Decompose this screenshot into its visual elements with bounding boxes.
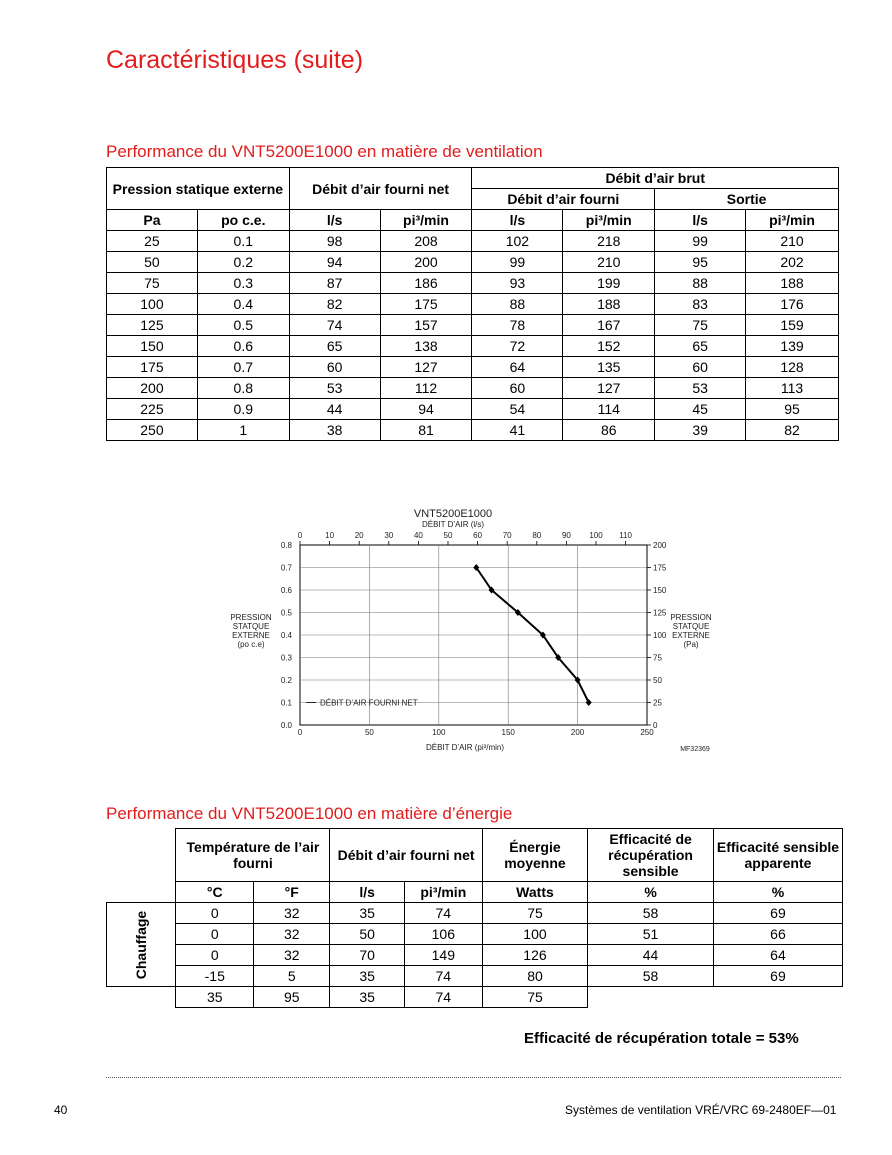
unit-header: l/s: [655, 210, 746, 231]
y-left-tick-label: 0.5: [280, 608, 292, 618]
table-cell: 65: [289, 336, 380, 357]
table-cell: 0.7: [197, 357, 289, 378]
table-cell: 50: [330, 924, 404, 945]
x-top-tick-label: 40: [413, 531, 423, 540]
unit-header: l/s: [289, 210, 380, 231]
blank-corner: [107, 882, 176, 903]
header-pression: Pression statique externe: [107, 168, 290, 210]
table-cell: 35: [176, 987, 254, 1008]
table-cell: 38: [289, 420, 380, 441]
unit-header: po c.e.: [197, 210, 289, 231]
table-cell: 202: [746, 252, 839, 273]
left-axis-label-line: STATQUE: [232, 622, 270, 631]
header-sortie: Sortie: [655, 189, 839, 210]
y-left-tick-label: 0.1: [280, 698, 292, 708]
table-cell: 51: [588, 924, 714, 945]
table-cell: 66: [713, 924, 842, 945]
table-cell: 32: [254, 903, 330, 924]
table-cell: 0: [176, 945, 254, 966]
table-cell: 82: [289, 294, 380, 315]
header-debit-fourni: Débit d’air fourni: [472, 189, 655, 210]
table-cell: 58: [588, 966, 714, 987]
energy-section-title: Performance du VNT5200E1000 en matière d’énergie: [106, 804, 513, 823]
table-cell: 0.3: [197, 273, 289, 294]
table-row: [107, 294, 839, 315]
unit-header: pi³/min: [746, 210, 839, 231]
y-left-tick-label: 0.2: [280, 676, 292, 685]
y-left-tick-label: 0.8: [280, 541, 292, 550]
y-right-tick-label: 125: [653, 608, 667, 618]
table-cell: 114: [563, 399, 655, 420]
x-top-tick-label: 20: [354, 531, 364, 540]
table-cell: 102: [472, 231, 563, 252]
page-title: Caractéristiques (suite): [106, 46, 364, 74]
table-cell: 152: [563, 336, 655, 357]
table-cell: 127: [563, 378, 655, 399]
table-cell: 0: [176, 924, 254, 945]
header-energie: Énergie moyenne: [482, 829, 587, 882]
y-left-tick-label: 0.6: [280, 586, 292, 595]
table-cell: 60: [655, 357, 746, 378]
ref-code: MF32369: [680, 746, 710, 753]
table-cell: 139: [746, 336, 839, 357]
chart-title: VNT5200E1000: [413, 508, 493, 520]
table-cell: 100: [482, 924, 587, 945]
table-cell: 135: [563, 357, 655, 378]
table-cell: 95: [655, 252, 746, 273]
header-eff-recup: Efficacité de récupération sensible: [588, 829, 714, 882]
x-bottom-tick-label: 250: [640, 728, 654, 737]
table-cell: 218: [563, 231, 655, 252]
x-top-tick-label: 100: [589, 531, 603, 540]
table-cell: 99: [472, 252, 563, 273]
y-right-tick-label: 100: [653, 631, 667, 640]
x-top-tick-label: 0: [297, 531, 303, 540]
table-cell: 32: [254, 945, 330, 966]
table-cell: 0.4: [197, 294, 289, 315]
table-cell: 88: [472, 294, 563, 315]
table-cell: 99: [655, 231, 746, 252]
table-cell: 149: [404, 945, 482, 966]
table-cell: 41: [472, 420, 563, 441]
x-bottom-tick-label: 100: [432, 728, 446, 737]
bottom-axis-label: DÉBIT D’AIR (pi³/min): [425, 743, 505, 752]
table-cell: 210: [563, 252, 655, 273]
table-cell: 94: [380, 399, 472, 420]
table-cell: 0.1: [197, 231, 289, 252]
table-cell: 64: [713, 945, 842, 966]
table-cell: 80: [482, 966, 587, 987]
table-cell: 128: [746, 357, 839, 378]
y-right-tick-label: 25: [653, 698, 662, 708]
table-cell: 210: [746, 231, 839, 252]
header-eff-apparente: Efficacité sensible apparente: [713, 829, 842, 882]
table-cell: 159: [746, 315, 839, 336]
table-cell: 126: [482, 945, 587, 966]
table-cell: -15: [176, 966, 254, 987]
table-cell: 82: [746, 420, 839, 441]
table-cell: 72: [472, 336, 563, 357]
header-debit-brut: Débit d’air brut: [472, 168, 839, 189]
table-cell: 95: [746, 399, 839, 420]
x-top-tick-label: 110: [619, 531, 632, 540]
unit-header: °C: [176, 882, 254, 903]
table-cell: 75: [482, 987, 587, 1008]
table-cell: 74: [289, 315, 380, 336]
unit-header: l/s: [330, 882, 404, 903]
chauffage-label: Chauffage: [133, 910, 150, 979]
left-axis-label-line: PRESSION: [230, 613, 272, 622]
table-cell: 81: [380, 420, 472, 441]
x-top-tick-label: 30: [384, 531, 394, 540]
table-row: [107, 273, 839, 294]
x-bottom-tick-label: 0: [297, 728, 303, 737]
table-cell: 94: [289, 252, 380, 273]
energy-table: [106, 828, 843, 1008]
table-row: [107, 336, 839, 357]
table-cell: 39: [655, 420, 746, 441]
header-temperature: Température de l’air fourni: [176, 829, 330, 882]
x-top-tick-label: 10: [325, 531, 335, 540]
unit-header: °F: [254, 882, 330, 903]
side-label-cell: [107, 903, 176, 987]
table-cell: 100: [107, 294, 198, 315]
table-cell: 60: [289, 357, 380, 378]
y-left-tick-label: 0.0: [280, 721, 292, 730]
top-axis-label: DÉBIT D’AIR (l/s): [421, 520, 485, 529]
table-cell: [588, 987, 714, 1008]
unit-header: %: [588, 882, 714, 903]
y-left-tick-label: 0.3: [280, 653, 292, 663]
y-right-tick-label: 0: [653, 721, 658, 730]
table-cell: 50: [107, 252, 198, 273]
table-cell: 176: [746, 294, 839, 315]
table-cell: 25: [107, 231, 198, 252]
table-cell: 44: [289, 399, 380, 420]
table-cell: 64: [472, 357, 563, 378]
unit-header: Watts: [482, 882, 587, 903]
table-cell: 150: [107, 336, 198, 357]
table-cell: 53: [289, 378, 380, 399]
table-cell: 69: [713, 903, 842, 924]
right-axis-label-line: PRESSION: [670, 613, 712, 622]
table-cell: 113: [746, 378, 839, 399]
table-cell: 112: [380, 378, 472, 399]
table-cell: 53: [655, 378, 746, 399]
x-top-tick-label: 80: [532, 531, 542, 540]
ventilation-section-title: Performance du VNT5200E1000 en matière de ventilation: [106, 142, 543, 161]
table-cell: 106: [404, 924, 482, 945]
table-cell: 78: [472, 315, 563, 336]
table-cell: 74: [404, 987, 482, 1008]
header-debit: Débit d’air fourni net: [330, 829, 482, 882]
table-row: [107, 252, 839, 273]
table-cell: 60: [472, 378, 563, 399]
y-right-tick-label: 200: [653, 541, 667, 550]
table-cell: 95: [254, 987, 330, 1008]
table-cell: 98: [289, 231, 380, 252]
table-cell: 69: [713, 966, 842, 987]
right-axis-label-line: (Pa): [683, 640, 699, 649]
table-row: [107, 231, 839, 252]
table-cell: 75: [482, 903, 587, 924]
footer-divider: [106, 1077, 841, 1078]
table-cell: 65: [655, 336, 746, 357]
x-top-tick-label: 70: [502, 531, 512, 540]
table-cell: 186: [380, 273, 472, 294]
table-row: [107, 945, 843, 966]
table-cell: 75: [655, 315, 746, 336]
table-cell: 188: [746, 273, 839, 294]
unit-header: Pa: [107, 210, 198, 231]
table-cell: 200: [380, 252, 472, 273]
table-cell: 93: [472, 273, 563, 294]
table-cell: 175: [380, 294, 472, 315]
table-cell: [713, 987, 842, 1008]
y-right-tick-label: 150: [653, 586, 667, 595]
y-right-tick-label: 175: [653, 563, 667, 573]
x-bottom-tick-label: 150: [501, 728, 515, 737]
y-left-tick-label: 0.4: [280, 631, 292, 640]
x-bottom-tick-label: 50: [364, 728, 374, 737]
table-cell: 125: [107, 315, 198, 336]
page-number: 40: [54, 1103, 68, 1117]
table-cell: 5: [254, 966, 330, 987]
left-axis-label-line: (po c.e): [237, 640, 265, 649]
table-cell: 225: [107, 399, 198, 420]
table-cell: 175: [107, 357, 198, 378]
total-efficiency: Efficacité de récupération totale = 53%: [524, 1030, 799, 1047]
table-cell: 138: [380, 336, 472, 357]
table-cell: 199: [563, 273, 655, 294]
table-cell: 208: [380, 231, 472, 252]
table-cell: 0.2: [197, 252, 289, 273]
right-axis-label-line: EXTERNE: [672, 631, 710, 640]
table-cell: 86: [563, 420, 655, 441]
table-cell: 35: [330, 987, 404, 1008]
y-left-tick-label: 0.7: [280, 563, 292, 573]
table-cell: 200: [107, 378, 198, 399]
table-cell: 0.5: [197, 315, 289, 336]
x-top-tick-label: 50: [443, 531, 453, 540]
unit-header: pi³/min: [404, 882, 482, 903]
table-row: [107, 315, 839, 336]
footer-doc-title: Systèmes de ventilation VRÉ/VRC 69-2480EF—01: [565, 1103, 837, 1117]
table-cell: 75: [107, 273, 198, 294]
table-cell: 32: [254, 924, 330, 945]
right-axis-label-line: STATQUE: [672, 622, 710, 631]
ventilation-table: [106, 167, 839, 441]
table-row: [107, 378, 839, 399]
x-bottom-tick-label: 200: [570, 728, 585, 737]
table-row: [107, 399, 839, 420]
table-row: [107, 903, 843, 924]
x-top-tick-label: 90: [561, 531, 571, 540]
table-cell: 45: [655, 399, 746, 420]
table-cell: 1: [197, 420, 289, 441]
table-cell: 188: [563, 294, 655, 315]
table-cell: 83: [655, 294, 746, 315]
blank-cell: [107, 987, 176, 1008]
table-row: [107, 924, 843, 945]
table-cell: 44: [588, 945, 714, 966]
header-debit-net: Débit d’air fourni net: [289, 168, 472, 210]
unit-header: pi³/min: [380, 210, 472, 231]
table-cell: 70: [330, 945, 404, 966]
unit-header: pi³/min: [563, 210, 655, 231]
table-cell: 127: [380, 357, 472, 378]
table-cell: 0.8: [197, 378, 289, 399]
table-cell: 35: [330, 903, 404, 924]
airflow-chart: [225, 505, 725, 765]
table-cell: 87: [289, 273, 380, 294]
table-cell: 250: [107, 420, 198, 441]
blank-corner: [107, 829, 176, 882]
left-axis-label-line: EXTERNE: [232, 631, 270, 640]
table-cell: 0.9: [197, 399, 289, 420]
table-cell: 167: [563, 315, 655, 336]
y-right-tick-label: 75: [653, 653, 662, 663]
table-cell: 35: [330, 966, 404, 987]
table-cell: 0.6: [197, 336, 289, 357]
table-cell: 88: [655, 273, 746, 294]
table-row: [107, 966, 843, 987]
table-cell: 157: [380, 315, 472, 336]
table-cell: 58: [588, 903, 714, 924]
table-cell: 0: [176, 903, 254, 924]
y-right-tick-label: 50: [653, 676, 662, 685]
table-row: [107, 357, 839, 378]
table-cell: 54: [472, 399, 563, 420]
table-cell: 74: [404, 966, 482, 987]
unit-header: l/s: [472, 210, 563, 231]
series-label: DÉBIT D’AIR FOURNI NET: [320, 698, 418, 708]
table-cell: 74: [404, 903, 482, 924]
table-row: [107, 987, 843, 1008]
x-top-tick-label: 60: [473, 531, 483, 540]
table-row: [107, 420, 839, 441]
unit-header: %: [713, 882, 842, 903]
